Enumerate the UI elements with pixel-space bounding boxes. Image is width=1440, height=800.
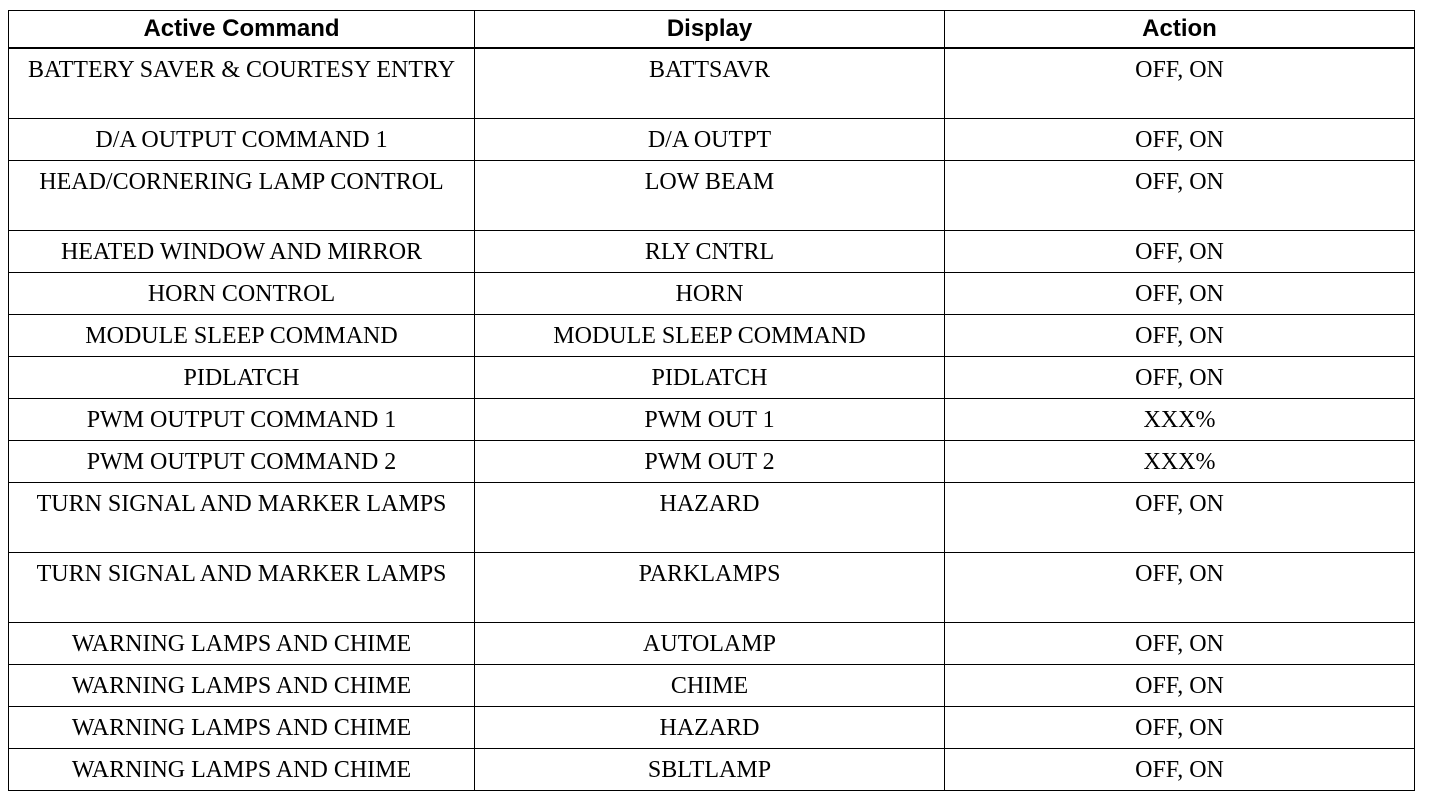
display-cell: PWM OUT 2 (475, 441, 945, 483)
table-row (9, 707, 1415, 749)
active-command-cell: PWM OUTPUT COMMAND 2 (9, 441, 475, 483)
action-cell: OFF, ON (945, 119, 1415, 161)
active-command-cell: PWM OUTPUT COMMAND 1 (9, 399, 475, 441)
table-row (9, 161, 1415, 231)
table-row (9, 231, 1415, 273)
action-cell: OFF, ON (945, 161, 1415, 231)
active-command-cell: TURN SIGNAL AND MARKER LAMPS (9, 553, 475, 623)
display-cell: HAZARD (475, 483, 945, 553)
active-command-cell: HEATED WINDOW AND MIRROR (9, 231, 475, 273)
action-cell: OFF, ON (945, 749, 1415, 791)
table-header-row (9, 11, 1415, 49)
active-command-cell: BATTERY SAVER & COURTESY ENTRY (9, 48, 475, 119)
active-command-cell: WARNING LAMPS AND CHIME (9, 707, 475, 749)
header-display: Display (475, 11, 945, 49)
action-cell: XXX% (945, 441, 1415, 483)
header-active-command: Active Command (9, 11, 475, 49)
action-cell: OFF, ON (945, 623, 1415, 665)
display-cell: D/A OUTPT (475, 119, 945, 161)
display-cell: PIDLATCH (475, 357, 945, 399)
action-cell: OFF, ON (945, 665, 1415, 707)
table-row (9, 623, 1415, 665)
display-cell: MODULE SLEEP COMMAND (475, 315, 945, 357)
display-cell: LOW BEAM (475, 161, 945, 231)
action-cell: OFF, ON (945, 483, 1415, 553)
table-row (9, 357, 1415, 399)
display-cell: PWM OUT 1 (475, 399, 945, 441)
table-row (9, 119, 1415, 161)
display-cell: BATTSAVR (475, 48, 945, 119)
display-cell: RLY CNTRL (475, 231, 945, 273)
header-action: Action (945, 11, 1415, 49)
action-cell: OFF, ON (945, 231, 1415, 273)
display-cell: SBLTLAMP (475, 749, 945, 791)
table-row (9, 273, 1415, 315)
display-cell: CHIME (475, 665, 945, 707)
display-cell: HAZARD (475, 707, 945, 749)
active-command-cell: D/A OUTPUT COMMAND 1 (9, 119, 475, 161)
action-cell: OFF, ON (945, 357, 1415, 399)
action-cell: OFF, ON (945, 315, 1415, 357)
active-command-cell: WARNING LAMPS AND CHIME (9, 623, 475, 665)
table-row (9, 441, 1415, 483)
active-command-cell: HORN CONTROL (9, 273, 475, 315)
active-command-table (8, 10, 1415, 791)
table-row (9, 315, 1415, 357)
display-cell: PARKLAMPS (475, 553, 945, 623)
action-cell: OFF, ON (945, 48, 1415, 119)
action-cell: OFF, ON (945, 273, 1415, 315)
action-cell: OFF, ON (945, 553, 1415, 623)
display-cell: AUTOLAMP (475, 623, 945, 665)
action-cell: OFF, ON (945, 707, 1415, 749)
table-row (9, 553, 1415, 623)
active-command-cell: WARNING LAMPS AND CHIME (9, 665, 475, 707)
table-row (9, 665, 1415, 707)
table-row (9, 399, 1415, 441)
active-command-cell: PIDLATCH (9, 357, 475, 399)
active-command-cell: MODULE SLEEP COMMAND (9, 315, 475, 357)
action-cell: XXX% (945, 399, 1415, 441)
table-row (9, 483, 1415, 553)
table-row (9, 749, 1415, 791)
active-command-cell: TURN SIGNAL AND MARKER LAMPS (9, 483, 475, 553)
active-command-cell: HEAD/CORNERING LAMP CONTROL (9, 161, 475, 231)
display-cell: HORN (475, 273, 945, 315)
active-command-cell: WARNING LAMPS AND CHIME (9, 749, 475, 791)
table-row (9, 48, 1415, 119)
